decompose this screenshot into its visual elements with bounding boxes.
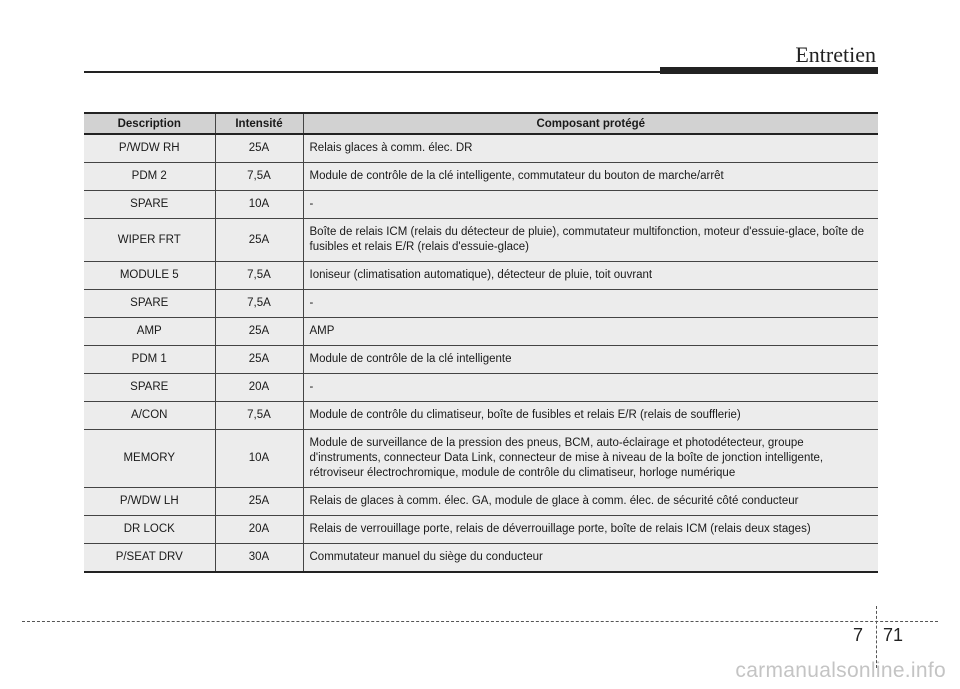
footer-divider — [22, 621, 938, 622]
cell-amperage: 7,5A — [215, 262, 303, 290]
table-header-row — [84, 113, 878, 134]
table-row — [84, 191, 878, 219]
page-number: 71 — [883, 625, 904, 645]
table-row — [84, 374, 878, 402]
chapter-number: 7 — [853, 625, 864, 645]
cell-description: PDM 2 — [84, 163, 215, 191]
table-row — [84, 402, 878, 430]
cell-component: Commutateur manuel du siège du conducteur — [303, 544, 878, 573]
header-rule — [84, 71, 664, 73]
cell-description: P/SEAT DRV — [84, 544, 215, 573]
cell-description: MODULE 5 — [84, 262, 215, 290]
header-rule-accent — [660, 67, 878, 74]
table-row — [84, 430, 878, 488]
cell-amperage: 7,5A — [215, 290, 303, 318]
fuse-table — [84, 112, 878, 573]
cell-description: SPARE — [84, 191, 215, 219]
cell-description: SPARE — [84, 290, 215, 318]
cell-description: MEMORY — [84, 430, 215, 488]
cell-description: P/WDW LH — [84, 488, 215, 516]
table-row — [84, 544, 878, 573]
cell-amperage: 25A — [215, 346, 303, 374]
cell-component: - — [303, 374, 878, 402]
cell-component: Module de contrôle du climatiseur, boîte de fusibles et relais E/R (relais de soufflerie) — [303, 402, 878, 430]
column-header-amperage: Intensité — [215, 113, 303, 134]
table-row — [84, 163, 878, 191]
cell-amperage: 20A — [215, 516, 303, 544]
table-row — [84, 262, 878, 290]
fuse-table-body — [84, 134, 878, 572]
section-title: Entretien — [795, 42, 876, 67]
cell-amperage: 25A — [215, 488, 303, 516]
cell-component: Ioniseur (climatisation automatique), détecteur de pluie, toit ouvrant — [303, 262, 878, 290]
table-row — [84, 318, 878, 346]
table-row — [84, 346, 878, 374]
cell-amperage: 7,5A — [215, 402, 303, 430]
cell-amperage: 7,5A — [215, 163, 303, 191]
cell-description: A/CON — [84, 402, 215, 430]
cell-component: Module de surveillance de la pression des pneus, BCM, auto-éclairage et photodétecteur, groupe d'instruments, connecteur Data Link, connecteur de mise à niveau de la boîte de jonction intelligente, rétroviseur électrochromique, module de contrôle du climatiseur, horloge numérique — [303, 430, 878, 488]
cell-component: - — [303, 191, 878, 219]
cell-amperage: 25A — [215, 134, 303, 163]
cell-component: Module de contrôle de la clé intelligente — [303, 346, 878, 374]
cell-description: WIPER FRT — [84, 219, 215, 262]
column-header-component: Composant protégé — [303, 113, 878, 134]
cell-component: Relais glaces à comm. élec. DR — [303, 134, 878, 163]
cell-component: Module de contrôle de la clé intelligente, commutateur du bouton de marche/arrêt — [303, 163, 878, 191]
cell-component: Relais de glaces à comm. élec. GA, module de glace à comm. élec. de sécurité côté conducteur — [303, 488, 878, 516]
cell-component: Relais de verrouillage porte, relais de déverrouillage porte, boîte de relais ICM (relais deux stages) — [303, 516, 878, 544]
cell-amperage: 10A — [215, 430, 303, 488]
cell-component: Boîte de relais ICM (relais du détecteur de pluie), commutateur multifonction, moteur d'essuie-glace, boîte de fusibles et relais E/R (relais d'essuie-glace) — [303, 219, 878, 262]
cell-amperage: 20A — [215, 374, 303, 402]
table-row — [84, 290, 878, 318]
cell-description: P/WDW RH — [84, 134, 215, 163]
table-row — [84, 488, 878, 516]
cell-description: PDM 1 — [84, 346, 215, 374]
watermark: carmanualsonline.info — [735, 659, 946, 682]
column-header-description: Description — [84, 113, 215, 134]
cell-description: SPARE — [84, 374, 215, 402]
cell-amperage: 30A — [215, 544, 303, 573]
cell-component: AMP — [303, 318, 878, 346]
cell-component: - — [303, 290, 878, 318]
table-row — [84, 219, 878, 262]
cell-description: AMP — [84, 318, 215, 346]
table-row — [84, 134, 878, 163]
cell-amperage: 10A — [215, 191, 303, 219]
cell-amperage: 25A — [215, 318, 303, 346]
cell-amperage: 25A — [215, 219, 303, 262]
table-row — [84, 516, 878, 544]
cell-description: DR LOCK — [84, 516, 215, 544]
